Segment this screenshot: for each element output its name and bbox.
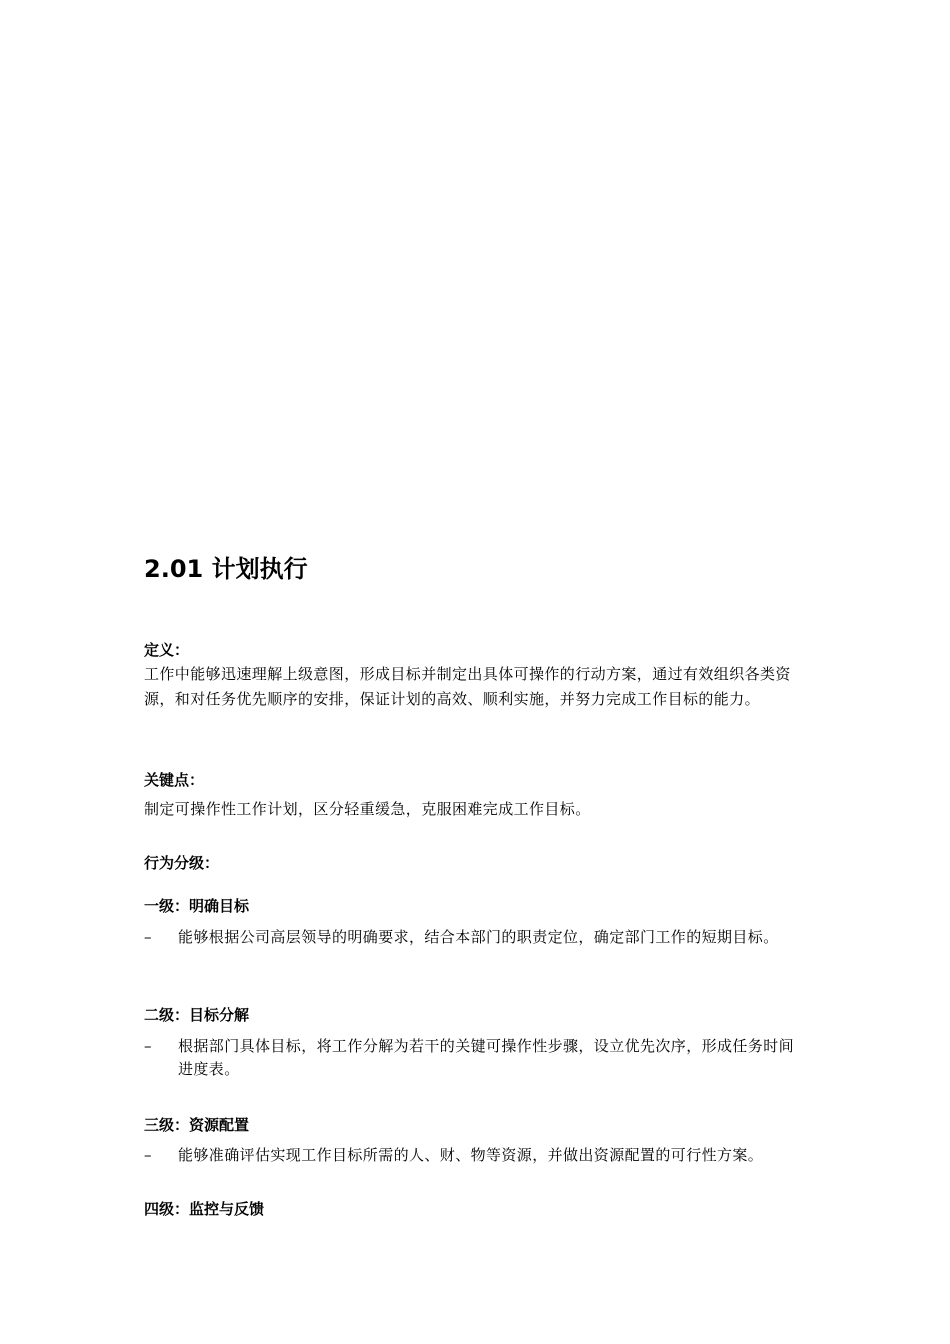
level-1-item — [144, 926, 808, 949]
level-1-heading: 一级：明确目标 — [144, 897, 250, 915]
dash-bullet: – — [144, 928, 152, 946]
level-3-text: 能够准确评估实现工作目标所需的人、财、物等资源，并做出资源配置的可行性方案。 — [178, 1146, 764, 1164]
level-2-heading: 二级：目标分解 — [144, 1006, 250, 1024]
key-points-text: 制定可操作性工作计划，区分轻重缓急，克服困难完成工作目标。 — [144, 800, 591, 818]
key-points-label: 关键点： — [144, 771, 205, 789]
definition-label: 定义： — [144, 641, 190, 659]
dash-bullet: – — [144, 1146, 152, 1164]
level-3-heading: 三级：资源配置 — [144, 1116, 250, 1134]
section-title: 2.01 计划执行 — [144, 555, 308, 583]
level-2-item — [144, 1035, 808, 1081]
level-3-item — [144, 1144, 808, 1167]
definition-text: 工作中能够迅速理解上级意图，形成目标并制定出具体可操作的行动方案，通过有效组织各类资源，和对任务优先顺序的安排，保证计划的高效、顺利实施，并努力完成工作目标的能力。 — [144, 665, 791, 708]
dash-bullet: – — [144, 1037, 152, 1055]
level-2-text: 根据部门具体目标，将工作分解为若干的关键可操作性步骤，设立优先次序，形成任务时间进度表。 — [178, 1037, 795, 1078]
levels-label: 行为分级： — [144, 854, 220, 872]
level-4-heading: 四级：监控与反馈 — [144, 1200, 265, 1218]
level-1-text: 能够根据公司高层领导的明确要求，结合本部门的职责定位，确定部门工作的短期目标。 — [178, 928, 779, 946]
